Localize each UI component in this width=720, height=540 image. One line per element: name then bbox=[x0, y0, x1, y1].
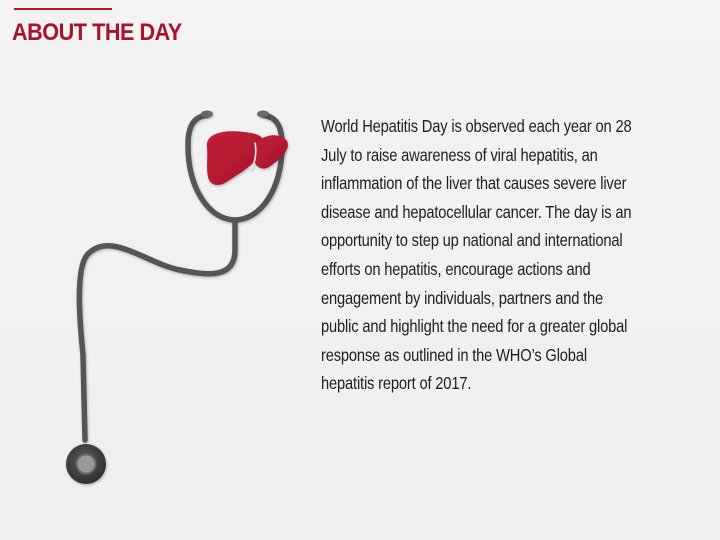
stethoscope-icon bbox=[55, 95, 315, 495]
about-body-text: World Hepatitis Day is observed each year on 28 July to raise awareness of viral hepatitis, an inflammation of the liver that causes severe liver disease and hepatocellular cancer. The day is an opportunity to step up national and international efforts on hepatitis, encourage actions and engagement by individuals, partners and the public and highlight the need for a greater global response as outlined in the WHO’s Global hepatitis report of 2017. bbox=[321, 116, 632, 394]
title-underline bbox=[14, 8, 112, 10]
chest-piece bbox=[66, 444, 106, 484]
page-title: ABOUT THE DAY bbox=[12, 19, 182, 46]
